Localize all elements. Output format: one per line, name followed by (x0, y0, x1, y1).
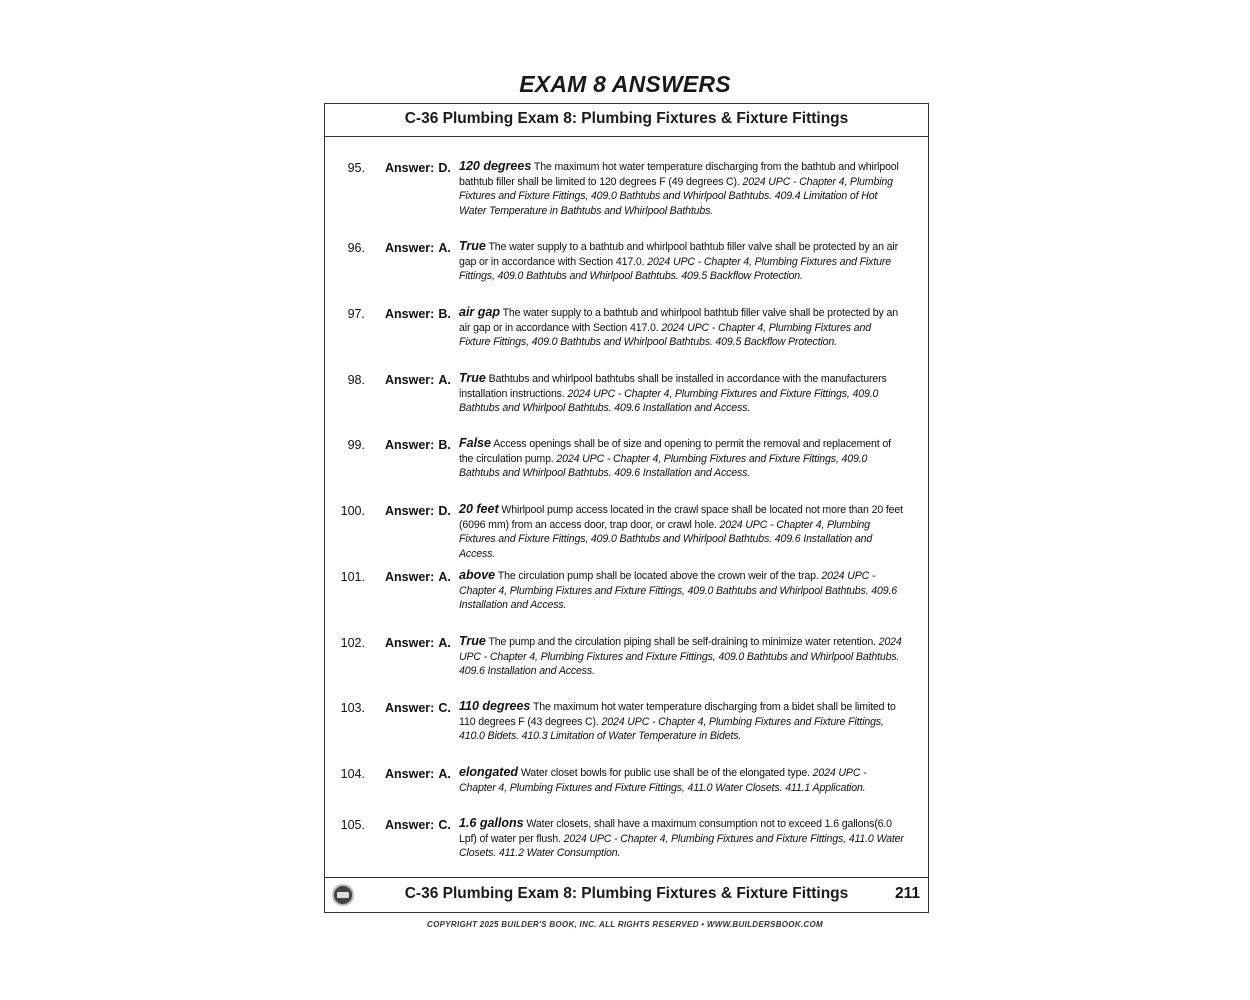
answer-key: 20 feet (459, 502, 499, 516)
answer-text: The maximum hot water temperature discharging from the bathtub and whirlpool bathtub filler shall be limited to 120 degrees F (49 degrees C). (459, 161, 899, 188)
answer-text: The pump and the circulation piping shall be self-draining to minimize water retention. (488, 636, 876, 648)
answer-key: 120 degrees (459, 159, 532, 173)
answer-letter: D. (438, 161, 451, 175)
question-number: 95. (347, 161, 365, 175)
sheet-header: C-36 Plumbing Exam 8: Plumbing Fixtures & Fixture Fittings (325, 104, 928, 137)
sheet-footer (325, 877, 928, 912)
answer-letter: C. (438, 701, 451, 715)
answer-key: True (459, 371, 486, 385)
answer-explanation (459, 239, 905, 284)
page-title: EXAM 8 ANSWERS (519, 71, 731, 97)
code-reference: 2024 UPC - Chapter 4, Plumbing Fixtures and Fixture Fittings, 410.0 Bidets. 410.3 Limitation of Water Temperature in Bidets. (459, 715, 884, 742)
copyright-notice: COPYRIGHT 2025 BUILDER'S BOOK, INC. ALL RIGHTS RESERVED • WWW.BUILDERSBOOK.COM (427, 920, 823, 929)
code-reference: 2024 UPC - Chapter 4, Plumbing Fixtures and Fixture Fittings, 409.0 Bathtubs and Whirlpool Bathtubs. 409.6 Installation and Access. (459, 387, 879, 414)
answer-key: air gap (459, 305, 500, 319)
answer-letter: A. (438, 373, 451, 387)
code-reference: 2024 UPC - Chapter 4, Plumbing Fixtures and Fixture Fittings, 409.0 Bathtubs and Whirlpool Bathtubs. 409.5 Backflow Protection. (459, 321, 871, 348)
answer-text: Whirlpool pump access located in the crawl space shall be located not more than 20 feet (6096 mm) from an access door, trap door, or crawl hole. (459, 504, 903, 531)
answer-key: True (459, 634, 486, 648)
answer-list (325, 137, 928, 880)
answer-explanation (459, 371, 905, 416)
answer-explanation (459, 502, 905, 561)
answer-explanation (459, 436, 905, 481)
answer-key: 110 degrees (459, 699, 531, 713)
answer-key: 1.6 gallons (459, 816, 524, 830)
answer-text: The water supply to a bathtub and whirlpool bathtub filler valve shall be protected by an air gap or in accordance with Section 417.0. (459, 307, 898, 334)
answer-letter: C. (438, 818, 451, 832)
code-reference: 2024 UPC - Chapter 4, Plumbing Fixtures and Fixture Fittings, 409.0 Bathtubs and Whirlpool Bathtubs. 409.6 Installation and Access. (459, 452, 868, 479)
answer-explanation (459, 634, 905, 679)
answer-explanation (459, 816, 905, 861)
answer-text: The water supply to a bathtub and whirlpool bathtub filler valve shall be protected by an air gap or in accordance with Section 417.0. (459, 241, 898, 268)
answer-explanation (459, 305, 905, 350)
answer-label: Answer: C. (385, 818, 451, 832)
answer-letter: D. (438, 504, 451, 518)
code-reference: 2024 UPC - Chapter 4, Plumbing Fixtures and Fixture Fittings, 409.0 Bathtubs and Whirlpool Bathtubs. 409.4 Limitation of Hot Water Temperature in Bathtubs and Whirlpool Bathtubs. (459, 175, 893, 217)
answer-label: Answer: D. (385, 161, 451, 175)
answer-explanation (459, 765, 905, 795)
answer-key: elongated (459, 765, 519, 779)
answer-text: Bathtubs and whirlpool bathtubs shall be installed in accordance with the manufacturers installation instructions. (459, 373, 887, 400)
question-number: 97. (347, 307, 365, 321)
code-reference: 2024 UPC - Chapter 4, Plumbing Fixtures and Fixture Fittings, 411.0 Water Closets. 411.1 Application. (459, 767, 867, 794)
answer-label: Answer: A. (385, 767, 451, 781)
page-number: 211 (894, 885, 920, 902)
code-reference: 2024 UPC - Chapter 4, Plumbing Fixtures and Fixture Fittings, 409.0 Bathtubs and Whirlpool Bathtubs. 409.6 Installation and Access. (459, 636, 902, 677)
answer-label: Answer: A. (385, 373, 451, 387)
answer-sheet-frame (324, 103, 929, 913)
answer-explanation (459, 568, 905, 613)
answer-key: above (459, 568, 496, 582)
code-reference: 2024 UPC - Chapter 4, Plumbing Fixtures and Fixture Fittings, 409.0 Bathtubs and Whirlpool Bathtubs. 409.5 Backflow Protection. (459, 255, 891, 282)
answer-text: The circulation pump shall be located above the crown weir of the trap. (497, 570, 819, 582)
answer-letter: B. (438, 438, 451, 452)
answer-label: Answer: B. (385, 307, 451, 321)
question-number: 103. (340, 701, 365, 715)
answer-explanation (459, 159, 905, 218)
answer-text: Water closets, shall have a maximum consumption not to exceed 1.6 gallons(6.0 Lpf) of water per flush. (459, 818, 892, 845)
code-reference: 2024 UPC - Chapter 4, Plumbing Fixtures and Fixture Fittings, 409.0 Bathtubs and Whirlpool Bathtubs. 409.6 Installation and Access. (459, 518, 873, 560)
code-reference: 2024 UPC - Chapter 4, Plumbing Fixtures and Fixture Fittings, 411.0 Water Closets. 411.2 Water Consumption. (459, 832, 904, 859)
answer-label: Answer: A. (385, 570, 451, 584)
answer-letter: A. (438, 767, 451, 781)
question-number: 99. (347, 438, 365, 452)
answer-letter: A. (438, 241, 451, 255)
answer-letter: B. (438, 307, 451, 321)
answer-label: Answer: B. (385, 438, 451, 452)
question-number: 102. (340, 636, 365, 650)
footer-title: C-36 Plumbing Exam 8: Plumbing Fixtures & Fixture Fittings (404, 885, 849, 902)
question-number: 98. (347, 373, 365, 387)
answer-label: Answer: D. (385, 504, 451, 518)
question-number: 101. (340, 570, 365, 584)
answer-text: The maximum hot water temperature discharging from a bidet shall be limited to 110 degrees F (43 degrees C). (459, 701, 896, 728)
question-number: 96. (347, 241, 365, 255)
question-number: 104. (340, 767, 365, 781)
question-number: 105. (340, 818, 365, 832)
answer-letter: A. (438, 570, 451, 584)
answer-label: Answer: A. (385, 636, 451, 650)
answer-key: True (459, 239, 486, 253)
question-number: 100. (340, 504, 365, 518)
answer-label: Answer: A. (385, 241, 451, 255)
answer-letter: A. (438, 636, 451, 650)
answer-text: Access openings shall be of size and opening to permit the removal and replacement of the circulation pump. (459, 438, 891, 465)
code-reference: 2024 UPC - Chapter 4, Plumbing Fixtures and Fixture Fittings, 409.0 Bathtubs and Whirlpool Bathtubs. 409.6 Installation and Access. (459, 570, 897, 611)
answer-label: Answer: C. (385, 701, 451, 715)
answer-explanation (459, 699, 905, 744)
answer-text: Water closet bowls for public use shall be of the elongated type. (520, 767, 810, 779)
answer-key: False (459, 436, 491, 450)
